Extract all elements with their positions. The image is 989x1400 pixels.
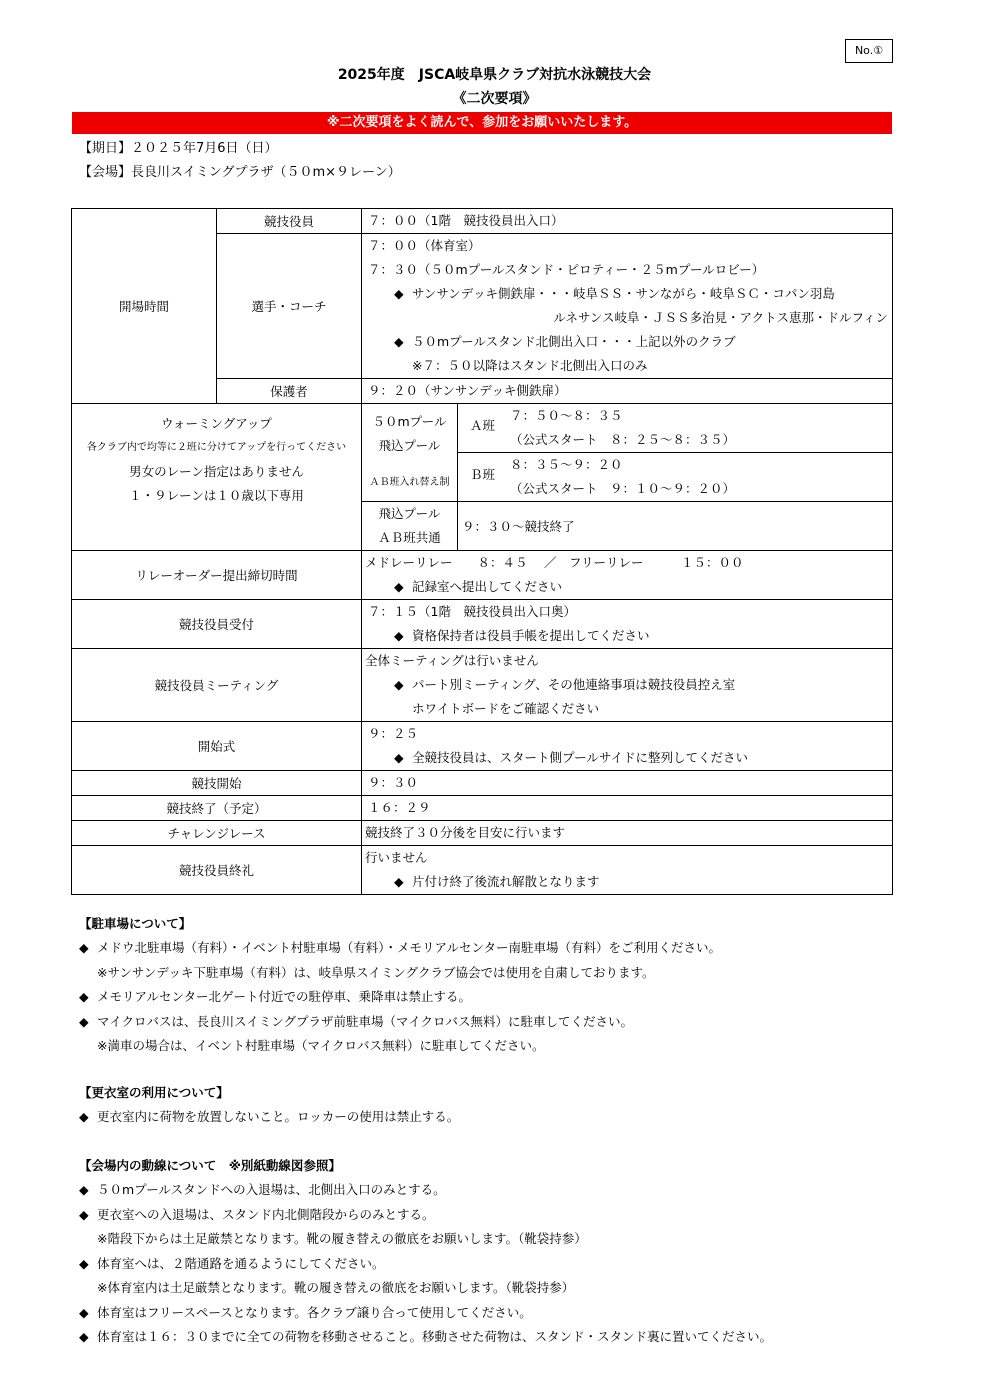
- open-time-label: 開場時間: [72, 209, 217, 404]
- dive-value: ９：３０～競技終了: [458, 502, 893, 551]
- meeting-value: 全体ミーティングは行いません: [365, 653, 539, 668]
- locker-heading: 【更衣室の利用について】: [79, 1085, 229, 1100]
- list-item: ◆ ５０mプールスタンドへの入退場は、北側出入口のみとする。: [79, 1178, 772, 1203]
- list-item: ※階段下からは土足厳禁となります。靴の履き替えの徹底をお願いします。（靴袋持参）: [97, 1231, 587, 1246]
- bullet-icon: ◆: [394, 874, 404, 889]
- end-value: １６：２９: [368, 800, 431, 815]
- group-a-time: ７：５０～８：３５: [510, 408, 623, 423]
- dive-cell: [362, 502, 458, 551]
- warmup-label: ウォーミングアップ: [161, 416, 272, 431]
- relay-label: リレーオーダー提出締切時間: [72, 551, 362, 600]
- ab-common-label: ＡＢ班共通: [378, 530, 441, 545]
- pool50-label: ５０mプール: [372, 414, 447, 429]
- meeting-note: ◆ パート別ミーティング、その他連絡事項は競技役員控え室: [362, 673, 892, 697]
- list-item: ※サンサンデッキ下駐車場（有料）は、岐阜県スイミングクラブ協会では使用を自粛しております。: [97, 964, 655, 980]
- bullet-icon: ◆: [79, 1255, 89, 1271]
- warmup-note: 男女のレーン指定はありません: [129, 464, 304, 479]
- flow-section: [79, 1154, 772, 1350]
- opening-value: ９：２５: [368, 726, 419, 741]
- dive-label: 飛込プール: [378, 506, 441, 521]
- bullet-icon: ◆: [394, 750, 404, 765]
- warmup-note: 各クラブ内で均等に２班に分けてアップを行ってください: [86, 442, 347, 453]
- group-a-cell: [458, 404, 893, 453]
- pool50-dive-label: 飛込プール: [378, 438, 441, 453]
- bullet-icon: ◆: [79, 1109, 89, 1124]
- swimmers-line: ７：００（体育室）: [368, 238, 481, 253]
- locker-section: [79, 1081, 459, 1130]
- opening-note: ◆ 全競技役員は、スタート側プールサイドに整列してください: [362, 746, 892, 770]
- relay-note: ◆ 記録室へ提出してください: [362, 575, 892, 599]
- swimmers-line: ７：３０（５０mプールスタンド・ピロティー・２５mプールロビー）: [368, 262, 765, 277]
- schedule-table: [71, 208, 893, 895]
- challenge-label: チャレンジレース: [72, 821, 362, 846]
- start-value: ９：３０: [368, 775, 419, 790]
- list-item: ◆ 更衣室への入退場は、スタンド内北側階段からのみとする。: [79, 1203, 772, 1228]
- bullet-icon: ◆: [79, 1329, 89, 1344]
- reception-label: 競技役員受付: [72, 600, 362, 649]
- bullet-icon: ◆: [79, 1304, 89, 1320]
- bullet-icon: ◆: [79, 1013, 89, 1029]
- group-a-start: （公式スタート ８：２５～８：３５）: [510, 432, 736, 447]
- bullet-icon: ◆: [394, 334, 404, 349]
- reception-note: ◆ 資格保持者は役員手帳を提出してください: [362, 624, 892, 648]
- list-item: ◆ メモリアルセンター北ゲート付近での駐停車、乗降車は禁止する。: [79, 985, 721, 1010]
- warmup-cell: [72, 404, 362, 551]
- officials-value: ７：００（1階 競技役員出入口）: [368, 213, 564, 228]
- swimmers-label: 選手・コーチ: [217, 234, 362, 379]
- venue-line: 【会場】長良川スイミングプラザ（５０m×９レーン）: [79, 165, 401, 180]
- relay-value: メドレーリレー ８：４５ ／ フリーリレー １５：００: [365, 555, 744, 570]
- parking-section: [79, 912, 721, 1059]
- opening-label: 開始式: [72, 722, 362, 771]
- officials-label: 競技役員: [217, 209, 362, 234]
- list-item: ◆ 体育室へは、２階通路を通るようにしてください。: [79, 1252, 772, 1277]
- parking-heading: 【駐車場について】: [79, 916, 192, 931]
- swimmers-line: ルネサンス岐阜・ＪＳＳ多治見・アクトス恵那・ドルフィン: [553, 310, 888, 325]
- list-item: ◆ 更衣室内に荷物を放置しないこと。ロッカーの使用は禁止する。: [79, 1105, 459, 1130]
- list-item: ◆ マイクロバスは、長良川スイミングプラザ前駐車場（マイクロバス無料）に駐車してください。: [79, 1010, 721, 1035]
- notice-banner: ※二次要項をよく読んで、参加をお願いいたします。: [72, 112, 892, 134]
- bullet-icon: ◆: [79, 1182, 89, 1197]
- closing-value: 行いません: [365, 850, 428, 865]
- bullet-icon: ◆: [394, 286, 404, 301]
- date-line: 【期日】２０２５年7月6日（日）: [79, 141, 278, 156]
- end-label: 競技終了（予定）: [72, 796, 362, 821]
- list-item: ◆ 体育室はフリースペースとなります。各クラブ譲り合って使用してください。: [79, 1301, 772, 1326]
- pool50-cell: [362, 404, 458, 502]
- bullet-icon: ◆: [394, 579, 404, 594]
- bullet-icon: ◆: [79, 989, 89, 1004]
- flow-heading: 【会場内の動線について ※別紙動線図参照】: [79, 1158, 341, 1173]
- bullet-icon: ◆: [79, 1206, 89, 1222]
- group-b-time: ８：３５～９：２０: [510, 457, 623, 472]
- challenge-value: 競技終了３０分後を目安に行います: [365, 825, 566, 840]
- start-label: 競技開始: [72, 771, 362, 796]
- closing-note: ◆ 片付け終了後流れ解散となります: [362, 870, 892, 894]
- list-item: ※満車の場合は、イベント村駐車場（マイクロバス無料）に駐車してください。: [97, 1038, 545, 1053]
- group-b-start: （公式スタート ９：１０～９：２０）: [510, 481, 736, 496]
- list-item: ◆ メドウ北駐車場（有料）・イベント村駐車場（有料）・メモリアルセンター南駐車場（有料）をご利用ください。: [79, 936, 721, 961]
- warmup-note: １・９レーンは１０歳以下専用: [129, 488, 304, 503]
- group-b-cell: [458, 453, 893, 502]
- document-subtitle: 《二次要項》: [452, 91, 537, 107]
- meeting-note: ホワイトボードをご確認ください: [412, 701, 600, 716]
- meeting-label: 競技役員ミーティング: [72, 649, 362, 722]
- ab-swap-label: ＡＢ班入れ替え制: [369, 477, 450, 488]
- list-item: ※体育室内は土足厳禁となります。靴の履き替えの徹底をお願いします。（靴袋持参）: [97, 1280, 575, 1295]
- swimmers-times: [362, 234, 893, 379]
- group-b-label: Ｂ班: [470, 467, 496, 482]
- page-number: No.①: [845, 39, 893, 63]
- bullet-icon: ◆: [394, 628, 404, 643]
- bullet-icon: ◆: [79, 940, 89, 955]
- bullet-icon: ◆: [394, 677, 404, 692]
- group-a-label: Ａ班: [470, 418, 496, 433]
- swimmers-line: ◆ ５０mプールスタンド北側出入口・・・上記以外のクラブ: [362, 330, 892, 354]
- swimmers-line: ※７：５０以降はスタンド北側出入口のみ: [412, 358, 648, 373]
- guardian-label: 保護者: [217, 379, 362, 404]
- document-title: 2025年度 JSCA岐阜県クラブ対抗水泳競技大会: [337, 67, 652, 83]
- swimmers-line: ◆ サンサンデッキ側鉄扉・・・岐阜ＳＳ・サンながら・岐阜ＳＣ・コパン羽島: [362, 282, 892, 306]
- list-item: ◆ 体育室は１６：３０までに全ての荷物を移動させること。移動させた荷物は、スタンド・スタンド裏に置いてください。: [79, 1325, 772, 1350]
- guardian-value: ９：２０（サンサンデッキ側鉄扉）: [368, 383, 567, 398]
- reception-value: ７：１５（1階 競技役員出入口奥）: [368, 604, 576, 619]
- closing-label: 競技役員終礼: [72, 846, 362, 895]
